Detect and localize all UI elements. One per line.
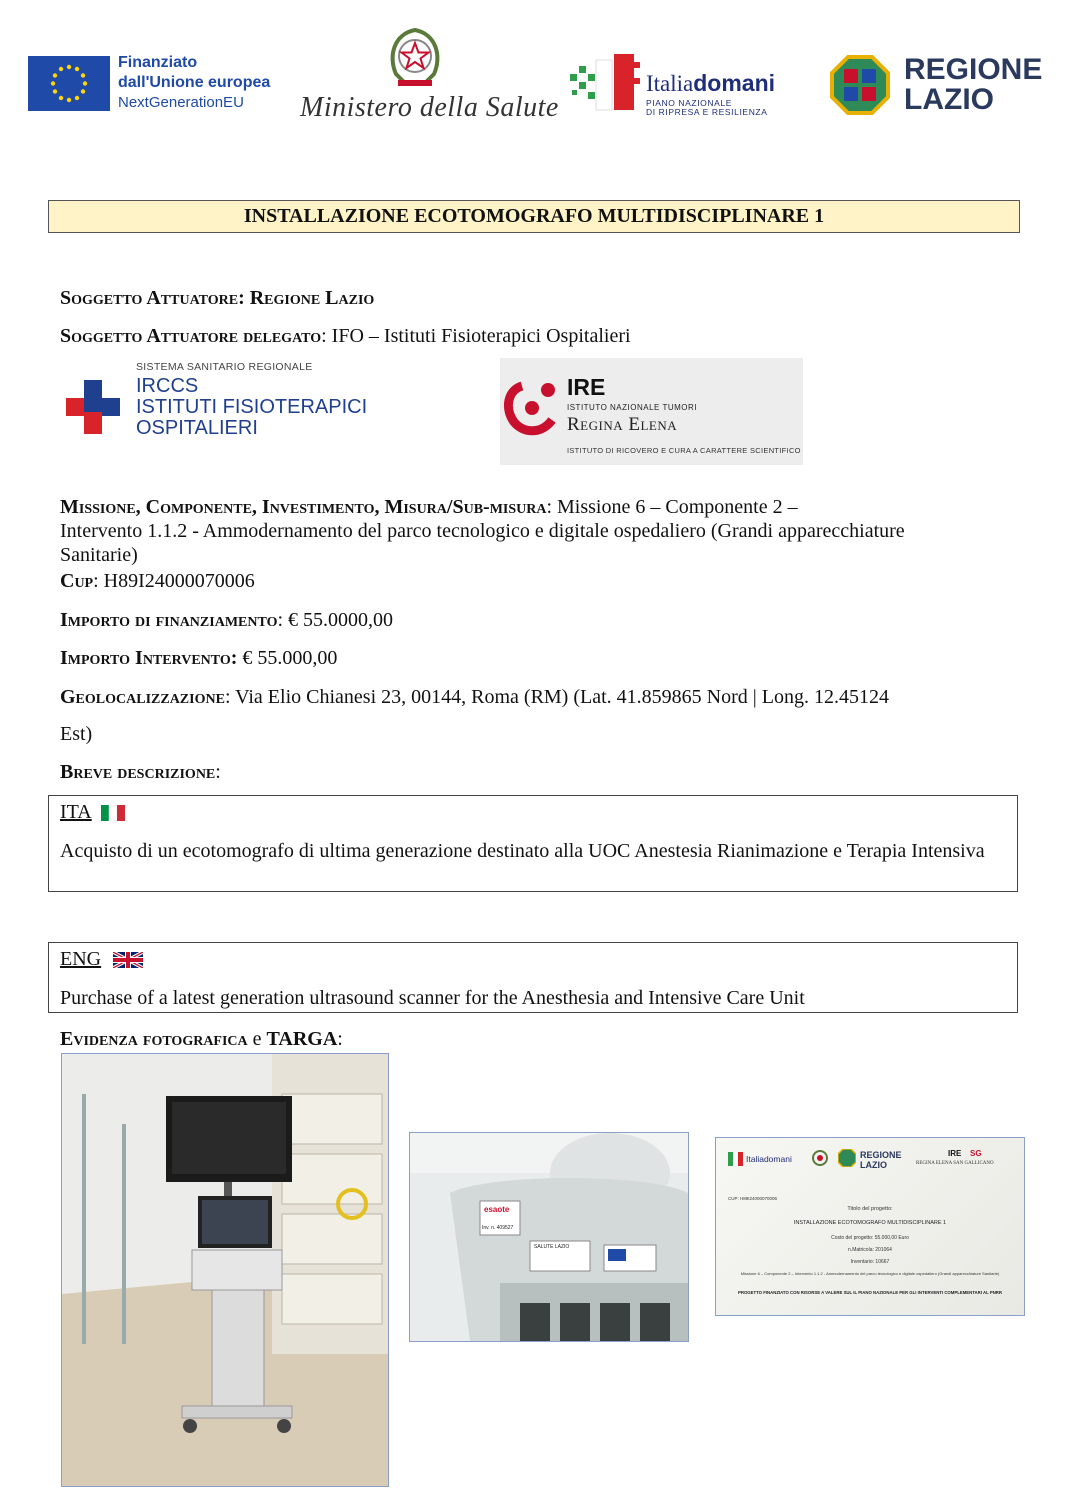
ita-description-box [48,795,1018,892]
plaque-matricola: n.Matricola: 201064 [848,1247,892,1253]
ifo-cross-icon [66,380,120,439]
cup-value: : H89I24000070006 [93,570,255,592]
label-brand: esaote [484,1205,510,1214]
intervento-label: Importo Intervento: [60,647,238,669]
plaque-costo: Costo del progetto: 55.000,00 Euro [831,1235,909,1241]
geo-line2: Est) [60,723,93,745]
photo-device-label [409,1132,689,1342]
ire-sub1: ISTITUTO NAZIONALE TUMORI [567,403,697,412]
plaque-cup: CUP: H89I24000070006 [728,1196,778,1201]
cup-label: Cup [60,570,94,592]
eu-flag-logo [28,56,110,111]
cup-line [60,569,255,593]
ifo-line3: OSPITALIERI [136,417,258,439]
ire-word: IRE [567,374,606,400]
ministero-salute-wordmark: Ministero della Salute [300,92,559,123]
device-label-image [410,1133,688,1341]
geo-value: : Via Elio Chianesi 23, 00144, Roma (RM) (Lat. 41.859865 Nord | Long. 12.45124 [224,686,889,708]
breve-label: Breve descrizione [60,761,216,783]
italy-flag-icon [101,805,125,826]
photo-ultrasound-room [61,1053,389,1487]
regione-lazio-crest-icon [830,55,890,120]
eu-line1: Finanziato [118,54,198,71]
italia-word-bold: domani [693,70,776,96]
plaque-emblem-icon [812,1149,828,1172]
ire-name: Regina Elena [567,414,678,435]
plaque-italiadomani-icon [728,1152,744,1171]
eu-stars-icon [28,56,110,111]
soggetto-attuatore: Soggetto Attuatore: Regione Lazio [60,287,375,309]
ire-sub2: ISTITUTO DI RICOVERO E CURA A CARATTERE SCIENTIFICO [567,446,801,455]
evidenza-targa: TARGA [266,1028,338,1050]
missione-label: Missione, Componente, Investimento, Misura/Sub-misura [60,496,547,518]
italian-emblem-icon [384,26,446,97]
italiadomani-flag-icon [568,52,642,119]
italia-sub1: PIANO NAZIONALE [646,98,732,108]
missione-line2: Intervento 1.1.2 - Ammodernamento del parco tecnologico e digitale ospedaliero (Grandi apparecchiature [60,520,905,542]
evidenza-e: e [247,1028,267,1050]
evidenza-line [60,1027,343,1051]
eu-line3: NextGenerationEU [118,94,244,111]
soggetto-delegato [60,324,631,348]
missione-value: : Missione 6 – Componente 2 – [546,496,798,518]
breve-colon: : [215,761,221,783]
ita-text: Acquisto di un ecotomografo di ultima generazione destinato alla UOC Anestesia Rianimazione e Terapia Intensiva [60,840,985,862]
plaque-sg: SG [970,1149,982,1158]
ifo-logo-text [136,361,367,439]
eu-funding-text [118,53,270,113]
evidenza-label: Evidenza fotografica [60,1028,248,1050]
label-lazio: SALUTE LAZIO [534,1244,570,1250]
geo-label: Geolocalizzazione [60,686,225,708]
plaque-missione: Missione 6 – Componente 2 – Intervento 1.1.2 - Ammodernamento del parco tecnologico e digitale ospedaliero (Grandi apparecchiature Sanitarie) [740,1271,1000,1276]
plaque-inventario: Inventario: 10667 [850,1259,890,1265]
plaque-nome: INSTALLAZIONE ECOTOMOGRAFO MULTIDISCIPLINARE 1 [793,1220,947,1226]
geo-line1 [60,685,889,709]
plaque-regione: REGIONE LAZIO [860,1150,902,1170]
uk-flag-icon [113,952,143,973]
plaque-footer: PROGETTO FINANZIATO CON RISORSE A VALERE SUL IL PIANO NAZIONALE PER GLI INTERVENTI COMPLEMENTARI AL PNRR [737,1290,1003,1295]
italia-sub2: DI RIPRESA E RESILIENZA [646,107,768,117]
eng-label: ENG [60,948,102,970]
regione-line2: LAZIO [904,83,994,116]
eng-text: Purchase of a latest generation ultrasound scanner for the Anesthesia and Intensive Care Unit [60,987,805,1009]
plaque-titolo: Titolo del progetto: [847,1206,893,1212]
photo-targa-plaque [715,1137,1025,1316]
ifo-line1: IRCCS [136,375,199,397]
italia-word-light: Italia [646,71,694,96]
label-inv: Inv. n. 409527 [482,1225,514,1231]
italiadomani-wordmark [646,70,775,117]
plaque-hospitals: REGINA ELENA SAN GALLICANO [916,1161,994,1166]
finanziamento-value: : € 55.0000,00 [277,609,394,631]
page-title: INSTALLAZIONE ECOTOMOGRAFO MULTIDISCIPLINARE 1 [48,200,1020,233]
regione-lazio-wordmark [904,55,1042,115]
ultrasound-room-image [62,1054,388,1486]
ire-logo-panel [500,358,803,465]
plaque-italia: Italiadomani [746,1154,792,1164]
eu-line2: dall'Unione europea [118,74,271,91]
ire-emblem-icon [502,378,562,443]
intervento-line [60,646,337,670]
delegato-label: Soggetto Attuatore delegato [60,325,322,347]
ifo-line2: ISTITUTI FISIOTERAPICI [136,396,368,418]
evidenza-colon: : [337,1028,343,1050]
plaque-ire: IRE [948,1149,962,1158]
ita-label: ITA [60,801,92,823]
regione-line1: REGIONE [904,53,1043,86]
intervento-value: € 55.000,00 [237,647,338,669]
ifo-line0: SISTEMA SANITARIO REGIONALE [136,361,313,373]
finanziamento-line [60,608,393,632]
finanziamento-label: Importo di finanziamento [60,609,278,631]
missione-line3: Sanitarie) [60,544,138,566]
plaque-lazio-crest-icon [838,1149,856,1172]
delegato-value: : IFO – Istituti Fisioterapici Ospitalieri [321,325,631,347]
breve-line [60,760,221,784]
eng-description-box [48,942,1018,1013]
missione-line1 [60,495,798,519]
